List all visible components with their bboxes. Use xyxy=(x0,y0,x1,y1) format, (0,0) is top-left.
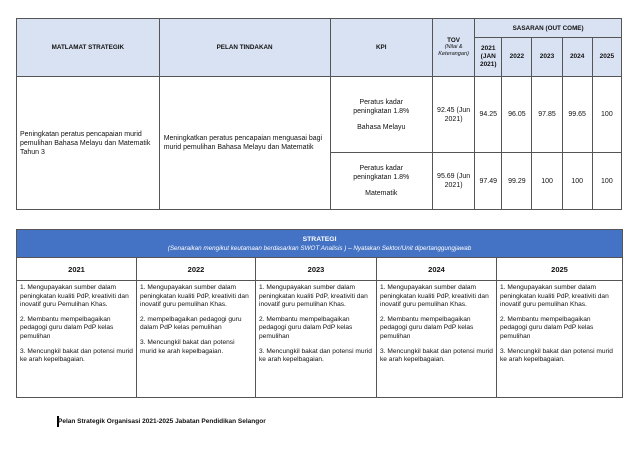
kpi-cell xyxy=(330,153,432,210)
target-cell: 97.85 xyxy=(532,77,562,153)
strategy-subtitle: (Senaraikan mengikut keutamaan berdasarkan SWOT Analisis ) – Nyatakan Sektor/Unit dipertanggungjawab xyxy=(167,244,472,252)
table-row xyxy=(17,77,622,153)
kpi-subject: Bahasa Melayu xyxy=(357,123,406,131)
table-row xyxy=(17,281,623,398)
header-kpi: KPI xyxy=(330,19,432,77)
header-matlamat: MATLAMAT STRATEGIK xyxy=(17,19,160,77)
header-tov xyxy=(433,19,475,77)
strategy-cell-2023 xyxy=(256,281,377,398)
strategy-item: 2. Membantu mempelbagaikan pedagogi guru dalam PdP kelas pemulihan xyxy=(500,315,594,340)
year-header: 2022 xyxy=(502,38,532,77)
strategy-year-header: 2022 xyxy=(137,258,256,281)
year-header: 2023 xyxy=(532,38,562,77)
strategy-item: 2. Membantu mempelbagaikan pedagogi guru dalam PdP kelas pemulihan xyxy=(259,315,353,340)
tov-cell: 95.69 (Jun 2021) xyxy=(433,153,475,210)
year-header: 2024 xyxy=(562,38,592,77)
strategy-year-header: 2025 xyxy=(497,258,623,281)
kpi-text: Peratus kadar peningkatan 1.8% xyxy=(353,98,410,115)
year-header: 2021 (JAN 2021) xyxy=(475,38,502,77)
tov-cell: 92.45 (Jun 2021) xyxy=(433,77,475,153)
target-cell: 100 xyxy=(562,153,592,210)
strategy-header xyxy=(17,230,623,258)
page-footer: Pelan Strategik Organisasi 2021-2025 Jabatan Pendidikan Selangor xyxy=(58,418,266,425)
strategy-item: 1. Mengupayakan sumber dalam peningkatan kualiti PdP, kreativiti dan inovatif guru Pemulihan Khas. xyxy=(20,284,129,309)
strategy-item: 1. Mengupayakan sumber dalam peningkatan kualiti PdP, kreativiti dan inovatif guru pemulihan Khas. xyxy=(500,284,609,309)
strategy-year-header: 2024 xyxy=(377,258,497,281)
strategy-year-header: 2023 xyxy=(256,258,377,281)
strategy-item: 3. Mencungkil bakat dan potensi murid ke arah kepelbagaian. xyxy=(20,347,133,364)
strategy-year-header: 2021 xyxy=(17,258,137,281)
strategy-item: 1. Mengupayakan sumber dalam peningkatan kualiti PdP, kreativiti dan inovatif guru pemulihan Khas. xyxy=(259,284,368,309)
strategy-item: 3. Mencungkil bakat dan potensi murid ke arah kepelbagaian. xyxy=(500,347,613,364)
target-cell: 100 xyxy=(592,77,621,153)
strategy-cell-2022 xyxy=(137,281,256,398)
target-cell: 97.49 xyxy=(475,153,502,210)
header-tov-label: TOV xyxy=(447,37,461,44)
pelan-cell: Meningkatkan peratus pencapaian menguasai bagi murid pemulihan Bahasa Melayu dan Matematik xyxy=(159,77,330,210)
kpi-cell xyxy=(330,77,432,153)
target-cell: 99.65 xyxy=(562,77,592,153)
target-cell: 100 xyxy=(592,153,621,210)
strategy-cell-2025 xyxy=(497,281,623,398)
kpi-table xyxy=(16,18,622,210)
strategy-item: 3. Mencungkil bakat dan potensi murid ke arah kepelbagaian. xyxy=(140,338,235,355)
target-cell: 99.29 xyxy=(502,153,532,210)
strategy-item: 2. mempelbagaikan pedagogi guru dalam PdP kelas pemulihan xyxy=(140,315,242,332)
strategy-cell-2021 xyxy=(17,281,137,398)
header-pelan: PELAN TINDAKAN xyxy=(159,19,330,77)
target-cell: 100 xyxy=(532,153,562,210)
header-tov-sub: (Nilai & Keterangan) xyxy=(438,44,469,57)
strategy-item: 1. Mengupayakan sumber dalam peningkatan kualiti PdP, kreativiti dan inovatif guru pemulihan Khas. xyxy=(140,284,249,309)
strategy-item: 2. Membantu mempelbagaikan pedagogi guru dalam PdP kelas pemulihan xyxy=(20,315,114,340)
strategy-item: 3. Mencungkil bakat dan potensi murid ke arah kepelbagaian. xyxy=(380,347,493,364)
kpi-text: Peratus kadar peningkatan 1.8% xyxy=(353,165,410,181)
header-sasaran: SASARAN (OUT COME) xyxy=(475,19,622,38)
kpi-subject: Matematik xyxy=(365,190,398,197)
target-cell: 94.25 xyxy=(475,77,502,153)
strategy-title: STRATEGI xyxy=(302,235,337,243)
strategy-table xyxy=(16,229,623,398)
year-header: 2025 xyxy=(592,38,621,77)
strategy-cell-2024 xyxy=(377,281,497,398)
strategy-item: 3. Mencungkil bakat dan potensi murid ke arah kepelbagaian. xyxy=(259,347,372,364)
strategy-item: 2. Membantu mempelbagaikan pedagogi guru dalam PdP kelas pemulihan xyxy=(380,315,474,340)
strategy-item: 1. Mengupayakan sumber dalam peningkatan kualiti PdP, kreativiti dan inovatif guru pemulihan Khas. xyxy=(380,284,489,309)
target-cell: 96.05 xyxy=(502,77,532,153)
matlamat-cell: Peningkatan peratus pencapaian murid pemulihan Bahasa Melayu dan Matematik Tahun 3 xyxy=(17,77,160,210)
